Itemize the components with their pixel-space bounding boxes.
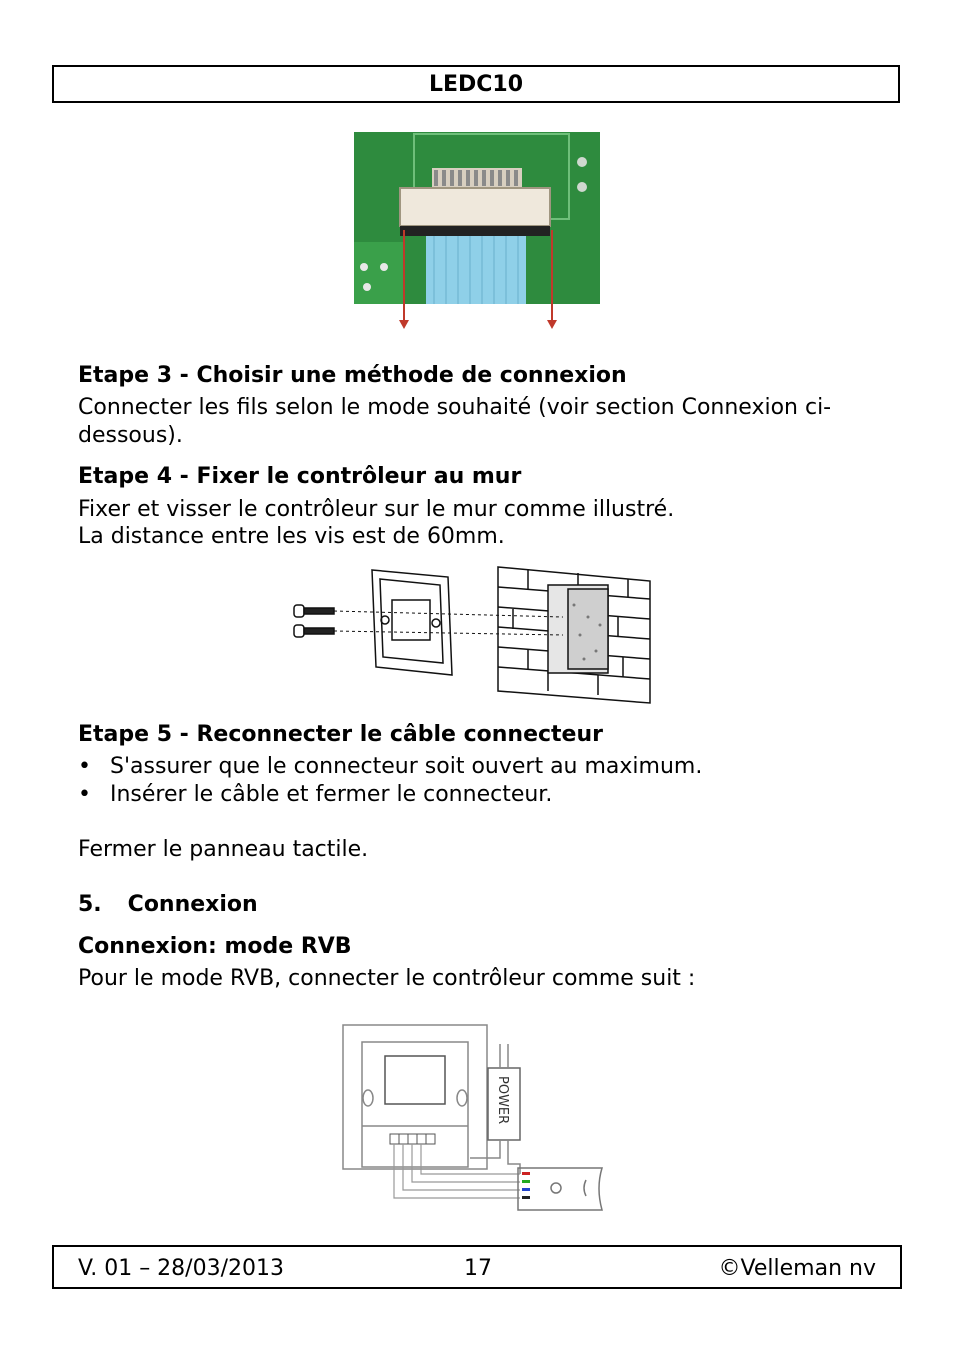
- bullet-text: S'assurer que le connecteur soit ouvert au maximum.: [110, 754, 703, 779]
- header-title: LEDC10: [428, 71, 524, 97]
- step-4-text-line-1: Fixer et visser le contrôleur sur le mur comme illustré.: [78, 497, 675, 522]
- sub-heading-rvb: Connexion: mode RVB: [78, 934, 352, 959]
- section-number: 5.: [78, 892, 102, 917]
- page-footer: [52, 1245, 902, 1289]
- section-heading: [78, 892, 258, 917]
- pcb-connector-photo: [354, 132, 600, 332]
- step-5-closing-text: Fermer le panneau tactile.: [78, 837, 369, 862]
- page-header: [52, 65, 900, 103]
- footer-copyright: ©Velleman nv: [718, 1256, 876, 1281]
- step-3-heading: Etape 3 - Choisir une méthode de connexion: [78, 363, 627, 388]
- rvb-text: Pour le mode RVB, connecter le contrôleur comme suit :: [78, 966, 696, 991]
- step-4-heading: Etape 4 - Fixer le contrôleur au mur: [78, 464, 522, 489]
- step-3-text-line-1: Connecter les fils selon le mode souhaité (voir section Connexion ci-: [78, 395, 832, 420]
- bullet-glyph: •: [78, 754, 91, 779]
- section-title: Connexion: [127, 892, 258, 917]
- step-3-text-line-2: dessous).: [78, 423, 183, 448]
- step-4-text-line-2: La distance entre les vis est de 60mm.: [78, 524, 505, 549]
- step-5-heading: Etape 5 - Reconnecter le câble connecteur: [78, 722, 603, 747]
- wall-mount-diagram: [288, 565, 658, 705]
- footer-page-number: 17: [464, 1256, 492, 1281]
- rvb-wiring-diagram: [340, 1022, 610, 1220]
- bullet-glyph: •: [78, 782, 91, 807]
- footer-version: V. 01 – 28/03/2013: [78, 1256, 284, 1281]
- bullet-text: Insérer le câble et fermer le connecteur.: [110, 782, 553, 807]
- power-label: POWER: [495, 1076, 510, 1125]
